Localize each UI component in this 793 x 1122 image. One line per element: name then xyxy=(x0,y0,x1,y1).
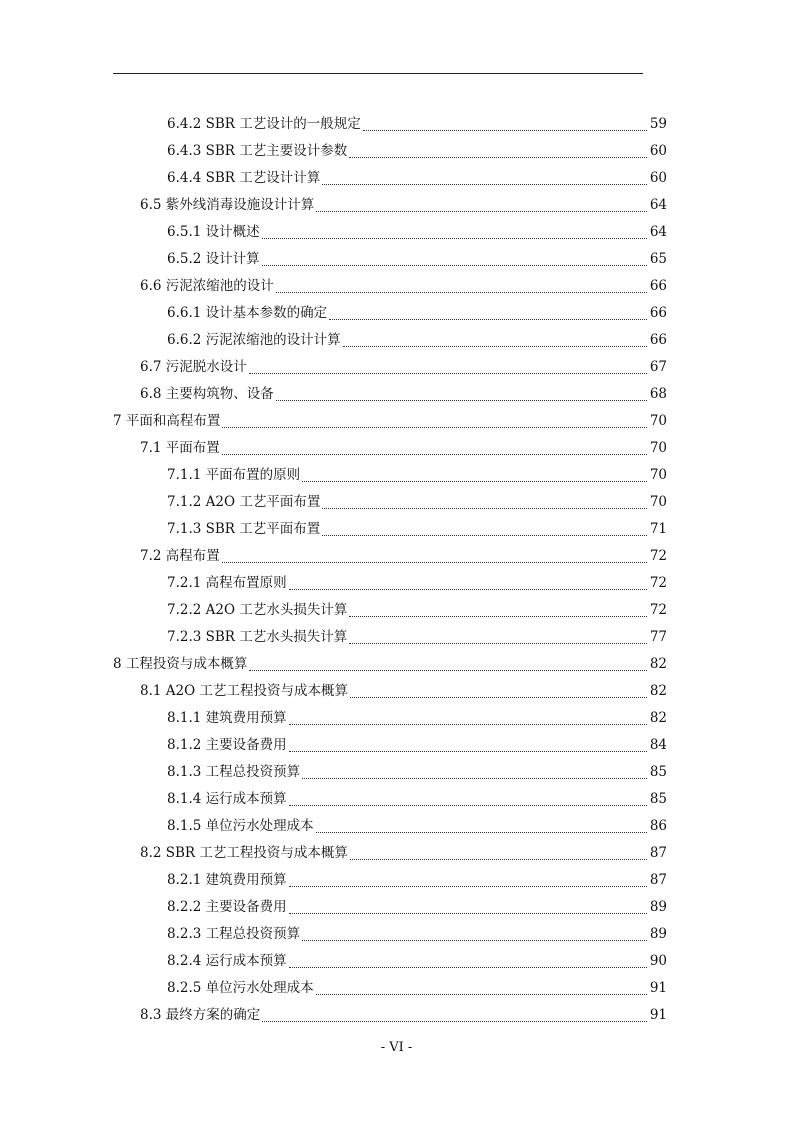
toc-dot-leader xyxy=(262,264,647,266)
toc-dot-leader xyxy=(249,372,647,374)
toc-entry[interactable] xyxy=(140,840,667,867)
toc-entry-title: 8.1 A2O 工艺工程投资与成本概算 xyxy=(140,683,348,699)
toc-entry-page: 59 xyxy=(649,116,667,132)
toc-entry-title: 6.7 污泥脱水设计 xyxy=(140,359,247,375)
toc-entry-page: 82 xyxy=(649,683,667,699)
toc-entry[interactable] xyxy=(140,543,667,570)
toc-entry-page: 70 xyxy=(649,413,667,429)
toc-entry-page: 70 xyxy=(649,440,667,456)
toc-entry-title: 8.1.1 建筑费用预算 xyxy=(167,710,287,726)
toc-entry[interactable] xyxy=(167,219,667,246)
toc-dot-leader xyxy=(349,642,647,644)
toc-entry-page: 68 xyxy=(649,386,667,402)
toc-dot-leader xyxy=(363,129,647,131)
toc-entry-title: 6.6.1 设计基本参数的确定 xyxy=(167,305,328,321)
toc-entry[interactable] xyxy=(113,651,667,678)
toc-entry-title: 7.1.2 A2O 工艺平面布置 xyxy=(167,494,321,510)
page-number: - VI - xyxy=(380,1040,413,1055)
toc-dot-leader xyxy=(350,696,647,698)
toc-entry-title: 8.2.4 运行成本预算 xyxy=(167,953,287,969)
toc-dot-leader xyxy=(316,993,647,995)
toc-dot-leader xyxy=(289,966,647,968)
toc-entry[interactable] xyxy=(167,327,667,354)
toc-entry-page: 89 xyxy=(649,899,667,915)
toc-entry-title: 6.4.2 SBR 工艺设计的一般规定 xyxy=(167,116,361,132)
toc-dot-leader xyxy=(276,291,647,293)
toc-entry-page: 85 xyxy=(649,764,667,780)
toc-entry-title: 7.1.3 SBR 工艺平面布置 xyxy=(167,521,321,537)
toc-entry[interactable] xyxy=(140,192,667,219)
toc-entry[interactable] xyxy=(167,624,667,651)
toc-entry-title: 6.6 污泥浓缩池的设计 xyxy=(140,278,274,294)
toc-entry[interactable] xyxy=(167,894,667,921)
toc-entry-title: 8 工程投资与成本概算 xyxy=(113,656,248,672)
toc-entry[interactable] xyxy=(167,462,667,489)
toc-entry-page: 82 xyxy=(649,656,667,672)
toc-entry-page: 87 xyxy=(649,872,667,888)
toc-dot-leader xyxy=(289,588,647,590)
toc-entry-title: 7.1 平面布置 xyxy=(140,440,220,456)
toc-entry-page: 60 xyxy=(649,143,667,159)
toc-dot-leader xyxy=(349,615,647,617)
toc-entry-page: 72 xyxy=(649,575,667,591)
toc-entry-page: 89 xyxy=(649,926,667,942)
toc-dot-leader xyxy=(276,399,647,401)
toc-entry[interactable] xyxy=(167,246,667,273)
header-rule xyxy=(113,73,643,74)
toc-entry-page: 67 xyxy=(649,359,667,375)
toc-entry-page: 86 xyxy=(649,818,667,834)
toc-entry-page: 66 xyxy=(649,278,667,294)
toc-entry[interactable] xyxy=(167,921,667,948)
toc-dot-leader xyxy=(289,804,647,806)
toc-dot-leader xyxy=(302,480,647,482)
toc-dot-leader xyxy=(302,777,647,779)
toc-entry[interactable] xyxy=(167,516,667,543)
toc-entry-title: 6.8 主要构筑物、设备 xyxy=(140,386,274,402)
toc-entry-page: 91 xyxy=(649,980,667,996)
toc-entry[interactable] xyxy=(167,570,667,597)
toc-entry-page: 87 xyxy=(649,845,667,861)
toc-entry-title: 8.2.2 主要设备费用 xyxy=(167,899,287,915)
toc-entry-page: 82 xyxy=(649,710,667,726)
toc-dot-leader xyxy=(349,156,647,158)
toc-entry-title: 7.2.3 SBR 工艺水头损失计算 xyxy=(167,629,348,645)
toc-entry[interactable] xyxy=(167,138,667,165)
toc-entry[interactable] xyxy=(167,786,667,813)
toc-entry[interactable] xyxy=(167,813,667,840)
toc-dot-leader xyxy=(322,507,647,509)
toc-dot-leader xyxy=(249,669,647,671)
toc-dot-leader xyxy=(289,750,647,752)
toc-entry-title: 7 平面和高程布置 xyxy=(113,413,221,429)
toc-entry-page: 60 xyxy=(649,170,667,186)
toc-entry-page: 72 xyxy=(649,602,667,618)
toc-dot-leader xyxy=(322,183,647,185)
toc-entry[interactable] xyxy=(167,759,667,786)
toc-dot-leader xyxy=(316,210,647,212)
toc-entry[interactable] xyxy=(113,408,667,435)
toc-entry-title: 8.1.3 工程总投资预算 xyxy=(167,764,301,780)
toc-entry[interactable] xyxy=(140,354,667,381)
toc-entry-title: 6.4.3 SBR 工艺主要设计参数 xyxy=(167,143,348,159)
toc-entry-page: 65 xyxy=(649,251,667,267)
toc-entry-title: 8.1.5 单位污水处理成本 xyxy=(167,818,314,834)
toc-entry[interactable] xyxy=(167,975,667,1002)
toc-entry[interactable] xyxy=(167,705,667,732)
toc-entry-page: 72 xyxy=(649,548,667,564)
toc-entry[interactable] xyxy=(167,732,667,759)
toc-entry[interactable] xyxy=(167,111,667,138)
toc-entry[interactable] xyxy=(140,435,667,462)
toc-entry-title: 6.6.2 污泥浓缩池的设计计算 xyxy=(167,332,341,348)
toc-entry-title: 6.5.1 设计概述 xyxy=(167,224,260,240)
toc-dot-leader xyxy=(302,939,647,941)
toc-entry-title: 6.5 紫外线消毒设施设计计算 xyxy=(140,197,315,213)
toc-entry-title: 7.2.1 高程布置原则 xyxy=(167,575,287,591)
toc-entry-page: 77 xyxy=(649,629,667,645)
toc-entry-title: 8.1.2 主要设备费用 xyxy=(167,737,287,753)
toc-dot-leader xyxy=(222,426,647,428)
toc-entry-page: 71 xyxy=(649,521,667,537)
toc-dot-leader xyxy=(222,561,647,563)
toc-entry-page: 64 xyxy=(649,224,667,240)
toc-entry[interactable] xyxy=(140,678,667,705)
toc-entry[interactable] xyxy=(140,273,667,300)
toc-entry-page: 84 xyxy=(649,737,667,753)
toc-entry[interactable] xyxy=(167,300,667,327)
toc-entry-page: 91 xyxy=(649,1007,667,1023)
toc-dot-leader xyxy=(316,831,647,833)
toc-entry-page: 70 xyxy=(649,467,667,483)
toc-entry-title: 8.1.4 运行成本预算 xyxy=(167,791,287,807)
toc-entry-title: 8.2.1 建筑费用预算 xyxy=(167,872,287,888)
toc-dot-leader xyxy=(329,318,647,320)
toc-dot-leader xyxy=(289,885,647,887)
toc-entry[interactable] xyxy=(167,597,667,624)
toc-entry[interactable] xyxy=(167,867,667,894)
toc-dot-leader xyxy=(350,858,647,860)
toc-entry[interactable] xyxy=(140,381,667,408)
toc-entry-page: 90 xyxy=(649,953,667,969)
toc-entry-title: 8.2.3 工程总投资预算 xyxy=(167,926,301,942)
toc-dot-leader xyxy=(289,723,647,725)
toc-entry-page: 85 xyxy=(649,791,667,807)
toc-entry-page: 70 xyxy=(649,494,667,510)
toc-entry[interactable] xyxy=(167,489,667,516)
toc-entry-title: 7.1.1 平面布置的原则 xyxy=(167,467,301,483)
toc-entry-page: 66 xyxy=(649,305,667,321)
toc-dot-leader xyxy=(262,237,647,239)
toc-entry-page: 64 xyxy=(649,197,667,213)
toc-entry-title: 7.2.2 A2O 工艺水头损失计算 xyxy=(167,602,348,618)
toc-entry-title: 7.2 高程布置 xyxy=(140,548,220,564)
toc-dot-leader xyxy=(222,453,647,455)
toc-dot-leader xyxy=(343,345,647,347)
toc-entry-title: 8.2 SBR 工艺工程投资与成本概算 xyxy=(140,845,348,861)
toc-entry[interactable] xyxy=(140,1002,667,1029)
toc-dot-leader xyxy=(322,534,647,536)
toc-entry[interactable] xyxy=(167,948,667,975)
toc-entry-title: 6.4.4 SBR 工艺设计计算 xyxy=(167,170,321,186)
toc-entry-page: 66 xyxy=(649,332,667,348)
toc-entry-title: 6.5.2 设计计算 xyxy=(167,251,260,267)
toc-entry[interactable] xyxy=(167,165,667,192)
toc-dot-leader xyxy=(262,1020,647,1022)
toc-entry-title: 8.3 最终方案的确定 xyxy=(140,1007,261,1023)
toc-dot-leader xyxy=(289,912,647,914)
toc-entry-title: 8.2.5 单位污水处理成本 xyxy=(167,980,314,996)
